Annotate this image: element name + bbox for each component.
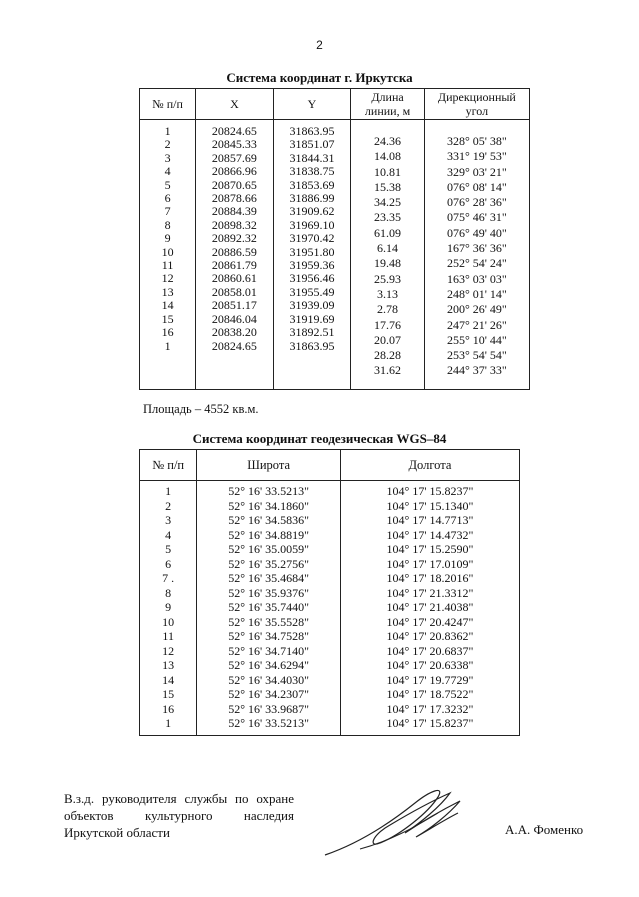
x-value: 20851.17 [211,298,257,313]
latitude-value: 52° 16' 33.5213" [197,481,341,499]
point-number: 11 [140,629,197,644]
point-number: 12 [161,271,174,286]
y-value: 31939.09 [289,298,335,313]
point-number: 13 [161,284,174,299]
latitude-value: 52° 16' 35.5528" [197,615,341,630]
table2-title: Система координат геодезическая WGS–84 [192,431,447,446]
y-value: 31956.46 [289,271,335,286]
bearing-angle: 200° 26' 49" [446,302,507,317]
point-number: 12 [140,644,197,659]
table-row [140,702,520,717]
longitude-value: 104° 17' 20.4247" [340,615,519,630]
point-number: 13 [140,658,197,673]
latitude-value: 52° 16' 35.4684" [197,571,341,586]
point-number: 11 [161,258,174,273]
latitude-value: 52° 16' 35.7440" [197,600,341,615]
bearing-angle: 252° 54' 24" [446,256,507,271]
line-length: 28.28 [374,348,402,363]
longitude-value: 104° 17' 15.2590" [340,542,519,557]
point-number: 10 [161,244,174,259]
y-value: 31909.62 [289,204,335,219]
col-header-angle: Дирекционный угол [424,89,529,120]
x-value: 20860.61 [211,271,257,286]
bearing-angle: 076° 08' 14" [446,179,507,194]
point-number: 2 [164,137,171,152]
x-value: 20846.04 [211,311,257,326]
point-number: 5 [164,177,171,192]
longitude-value: 104° 17' 17.3232" [340,702,519,717]
x-value: 20861.79 [211,258,257,273]
x-value: 20866.96 [211,164,257,179]
x-value: 20878.66 [211,191,257,206]
bearing-angle: 331° 19' 53" [446,149,507,164]
col-header-latitude: Широта [197,450,341,481]
point-number: 7 . [140,571,197,586]
x-value: 20884.39 [211,204,257,219]
line-length: 3.13 [377,286,399,301]
longitude-value: 104° 17' 15.8237" [340,716,519,735]
bearing-angle: 076° 28' 36" [446,195,507,210]
longitude-value: 104° 17' 14.7713" [340,513,519,528]
table-row [140,673,520,688]
column-line-lengths [351,120,425,390]
bearing-angle: 244° 37' 33" [446,363,507,378]
table-row [140,716,520,735]
longitude-value: 104° 17' 17.0109" [340,557,519,572]
line-length: 20.07 [374,332,402,347]
x-value: 20845.33 [211,137,257,152]
line-length: 34.25 [374,195,402,210]
table-row [140,586,520,601]
bearing-angle: 329° 03' 21" [446,164,507,179]
latitude-value: 52° 16' 34.6294" [197,658,341,673]
table-row [140,600,520,615]
y-value: 31863.95 [289,124,335,138]
handwritten-signature [320,783,490,863]
latitude-value: 52° 16' 34.7528" [197,629,341,644]
y-value: 31959.36 [289,258,335,273]
table-row [140,571,520,586]
line-length: 14.08 [374,149,402,164]
line-length: 24.36 [374,134,402,148]
table-row [140,542,520,557]
table-row [140,528,520,543]
latitude-value: 52° 16' 34.2307" [197,687,341,702]
y-value: 31886.99 [289,191,335,206]
point-number: 16 [140,702,197,717]
line-length: 17.76 [374,317,402,332]
y-value: 31838.75 [289,164,335,179]
column-bearing-angles [424,120,529,390]
y-value: 31919.69 [289,311,335,326]
table-row [140,644,520,659]
col-header-number: № п/п [140,450,197,481]
point-number: 1 [164,124,171,138]
y-value: 31851.07 [289,137,335,152]
latitude-value: 52° 16' 35.9376" [197,586,341,601]
col-header-y: Y [273,89,351,120]
x-value: 20892.32 [211,231,257,246]
table-row [140,629,520,644]
line-length: 19.48 [374,256,402,271]
latitude-value: 52° 16' 35.2756" [197,557,341,572]
table-row [140,481,520,499]
point-number: 1 [140,716,197,735]
latitude-value: 52° 16' 33.9687" [197,702,341,717]
col-header-length: Длина линии, м [351,89,425,120]
wgs84-coordinates-table [139,449,520,736]
point-number: 1 [164,338,171,353]
line-length: 6.14 [377,241,399,256]
point-number: 14 [140,673,197,688]
longitude-value: 104° 17' 14.4732" [340,528,519,543]
latitude-value: 52° 16' 33.5213" [197,716,341,735]
longitude-value: 104° 17' 21.3312" [340,586,519,601]
line-length: 2.78 [377,302,399,317]
x-value: 20838.20 [211,325,257,340]
line-length: 10.81 [374,164,402,179]
area-text: Площадь – 4552 кв.м. [143,402,259,416]
signatory-position: В.з.д. руководителя службы по охране объектов культурного наследия Иркутской области [64,791,294,840]
x-value: 20858.01 [211,284,257,299]
point-number: 10 [140,615,197,630]
point-number: 5 [140,542,197,557]
longitude-value: 104° 17' 15.1340" [340,499,519,514]
table-row [140,513,520,528]
latitude-value: 52° 16' 35.0059" [197,542,341,557]
column-point-numbers [140,120,196,390]
table1-title: Система координат г. Иркутска [226,70,413,85]
line-length: 15.38 [374,179,402,194]
line-length: 23.35 [374,210,402,225]
column-x-values [196,120,274,390]
table-row [140,687,520,702]
bearing-angle: 255° 10' 44" [446,332,507,347]
latitude-value: 52° 16' 34.4030" [197,673,341,688]
x-value: 20870.65 [211,177,257,192]
point-number: 16 [161,325,174,340]
y-value: 31863.95 [289,338,335,353]
line-length: 25.93 [374,271,402,286]
table-row [140,658,520,673]
latitude-value: 52° 16' 34.5836" [197,513,341,528]
longitude-value: 104° 17' 20.8362" [340,629,519,644]
table-row [140,615,520,630]
point-number: 7 [164,204,171,219]
column-y-values [273,120,351,390]
x-value: 20898.32 [211,217,257,232]
longitude-value: 104° 17' 20.6338" [340,658,519,673]
signatory-name: А.А. Фоменко [505,822,584,837]
longitude-value: 104° 17' 19.7729" [340,673,519,688]
page-number: 2 [316,38,323,52]
point-number: 4 [164,164,171,179]
col-header-number: № п/п [140,89,196,120]
point-number: 6 [140,557,197,572]
line-length: 31.62 [374,363,402,378]
point-number: 8 [164,217,171,232]
point-number: 15 [161,311,174,326]
latitude-value: 52° 16' 34.7140" [197,644,341,659]
point-number: 9 [164,231,171,246]
bearing-angle: 075° 46' 31" [446,210,507,225]
bearing-angle: 167° 36' 36" [446,241,507,256]
point-number: 1 [140,481,197,499]
bearing-angle: 247° 21' 26" [446,317,507,332]
table-row [140,499,520,514]
irkutsk-coordinates-table [139,88,530,390]
col-header-longitude: Долгота [340,450,519,481]
point-number: 6 [164,191,171,206]
y-value: 31951.80 [289,244,335,259]
y-value: 31853.69 [289,177,335,192]
bearing-angle: 076° 49' 40" [446,225,507,240]
longitude-value: 104° 17' 20.6837" [340,644,519,659]
latitude-value: 52° 16' 34.8819" [197,528,341,543]
y-value: 31969.10 [289,217,335,232]
y-value: 31892.51 [289,325,335,340]
table-row [140,557,520,572]
longitude-value: 104° 17' 18.2016" [340,571,519,586]
y-value: 31844.31 [289,150,335,165]
point-number: 2 [140,499,197,514]
x-value: 20824.65 [211,338,257,353]
y-value: 31970.42 [289,231,335,246]
longitude-value: 104° 17' 18.7522" [340,687,519,702]
col-header-x: X [196,89,274,120]
x-value: 20857.69 [211,150,257,165]
x-value: 20886.59 [211,244,257,259]
point-number: 3 [164,150,171,165]
x-value: 20824.65 [211,124,257,138]
bearing-angle: 253° 54' 54" [446,348,507,363]
longitude-value: 104° 17' 15.8237" [340,481,519,499]
point-number: 15 [140,687,197,702]
line-length: 61.09 [374,225,402,240]
point-number: 8 [140,586,197,601]
point-number: 4 [140,528,197,543]
point-number: 14 [161,298,174,313]
y-value: 31955.49 [289,284,335,299]
bearing-angle: 248° 01' 14" [446,286,507,301]
point-number: 3 [140,513,197,528]
point-number: 9 [140,600,197,615]
bearing-angle: 163° 03' 03" [446,271,507,286]
longitude-value: 104° 17' 21.4038" [340,600,519,615]
bearing-angle: 328° 05' 38" [446,134,507,148]
latitude-value: 52° 16' 34.1860" [197,499,341,514]
